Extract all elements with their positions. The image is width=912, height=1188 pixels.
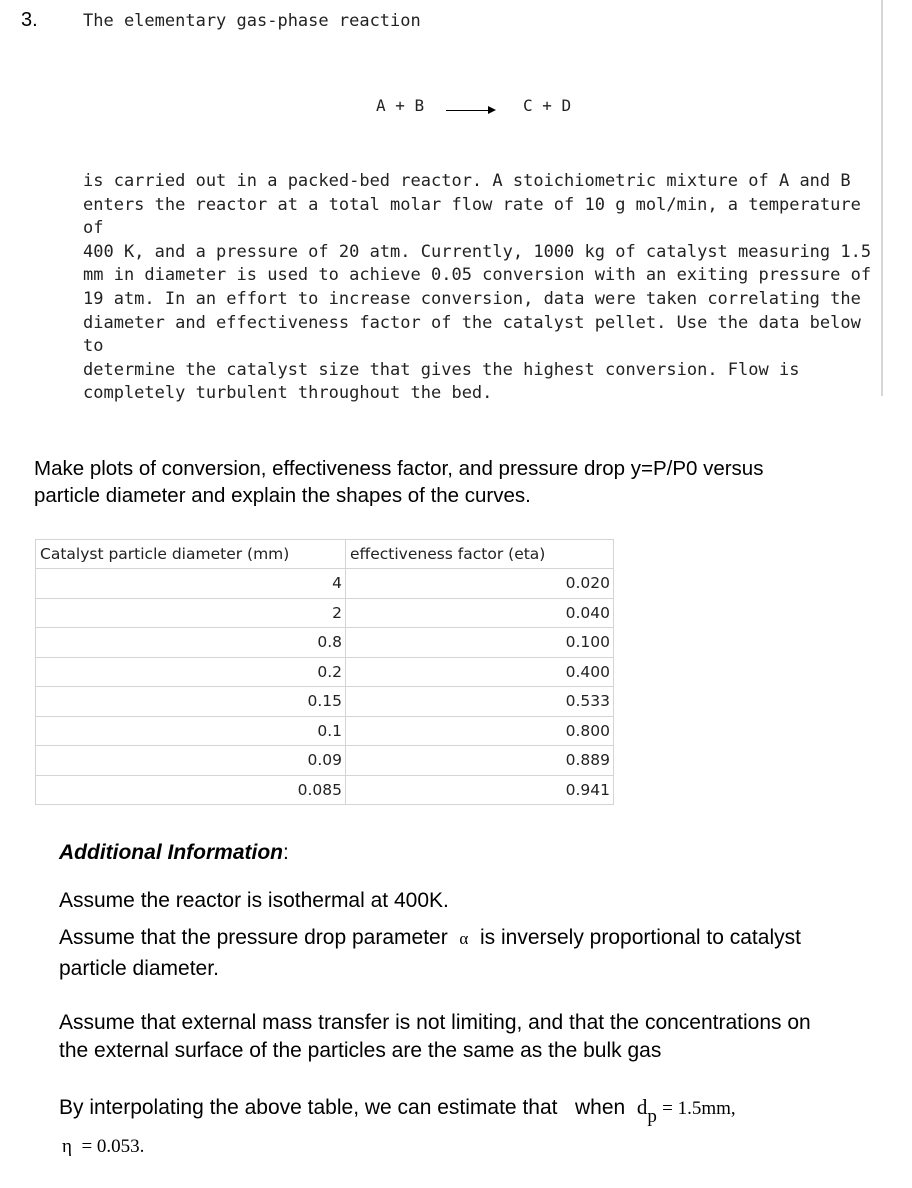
eta-cell: 0.800 <box>346 716 614 746</box>
eta-cell: 0.400 <box>346 657 614 687</box>
diameter-cell: 0.09 <box>36 746 346 776</box>
diameter-cell: 4 <box>36 569 346 599</box>
mass-transfer-note <box>59 1009 909 1065</box>
eta-cell: 0.533 <box>346 687 614 717</box>
page-edge-line <box>881 0 883 396</box>
table-row <box>36 716 614 746</box>
heading-colon: : <box>282 841 289 864</box>
interpolation-when: when <box>575 1096 626 1119</box>
column-header-eta: effectiveness factor (eta) <box>346 540 614 569</box>
paragraph-line: enters the reactor at a total molar flow rate of 10 g mol/min, a temperature of <box>83 194 861 239</box>
dp-subscript: p <box>647 1106 657 1128</box>
table-row <box>36 569 614 599</box>
reactants: A + B <box>376 96 425 115</box>
eta-cell: 0.941 <box>346 775 614 805</box>
eta-cell: 0.040 <box>346 598 614 628</box>
dp-letter: d <box>636 1095 648 1119</box>
dp-value: = 1.5mm, <box>662 1098 736 1119</box>
table-row <box>36 775 614 805</box>
table-row <box>36 746 614 776</box>
mass-transfer-line: Assume that external mass transfer is not limiting, and that the concentrations on <box>59 1011 811 1034</box>
problem-number: 3. <box>21 9 38 31</box>
table-row <box>36 657 614 687</box>
task-line: particle diameter and explain the shapes of the curves. <box>34 484 531 507</box>
table-header-row <box>36 540 614 569</box>
diameter-cell: 0.1 <box>36 716 346 746</box>
alpha-text-after: is inversely proportional to catalyst <box>479 926 801 949</box>
table-row <box>36 598 614 628</box>
isothermal-note: Assume the reactor is isothermal at 400K. <box>59 889 449 912</box>
table-row <box>36 628 614 658</box>
eta-cell: 0.100 <box>346 628 614 658</box>
interpolation-text: By interpolating the above table, we can estimate that <box>59 1096 558 1119</box>
paragraph-line: diameter and effectiveness factor of the catalyst pellet. Use the data below to <box>83 312 861 357</box>
reaction-arrow <box>446 110 490 111</box>
interpolation-note <box>59 1092 909 1129</box>
additional-info-heading <box>59 841 289 865</box>
diameter-cell: 0.2 <box>36 657 346 687</box>
eta-cell: 0.889 <box>346 746 614 776</box>
diameter-cell: 0.15 <box>36 687 346 717</box>
reaction-arrow-head <box>488 106 496 114</box>
diameter-cell: 0.085 <box>36 775 346 805</box>
eta-result <box>62 1136 144 1158</box>
alpha-note <box>59 923 909 984</box>
diameter-cell: 0.8 <box>36 628 346 658</box>
products: C + D <box>523 96 572 115</box>
paragraph-line: 400 K, and a pressure of 20 atm. Currently, 1000 kg of catalyst measuring 1.5 <box>83 241 872 262</box>
diameter-cell: 2 <box>36 598 346 628</box>
additional-info-title: Additional Information <box>59 841 283 864</box>
alpha-text-before: Assume that the pressure drop parameter <box>59 926 448 949</box>
mass-transfer-line: the external surface of the particles are the same as the bulk gas <box>59 1039 662 1062</box>
problem-paragraph <box>83 170 873 406</box>
paragraph-line: is carried out in a packed-bed reactor. A stoichiometric mixture of A and B <box>83 171 851 191</box>
dp-symbol <box>636 1095 736 1128</box>
catalyst-data-table <box>35 539 614 805</box>
eta-symbol: η <box>62 1136 72 1157</box>
alpha-note-line <box>59 923 909 954</box>
task-instructions <box>34 455 894 509</box>
paragraph-line: 19 atm. In an effort to increase conversion, data were taken correlating the <box>83 288 861 309</box>
eta-cell: 0.020 <box>346 569 614 599</box>
alpha-symbol: α <box>459 929 469 948</box>
alpha-note-line: particle diameter. <box>59 957 219 980</box>
task-line: Make plots of conversion, effectiveness factor, and pressure drop y=P/P0 versus <box>34 457 764 480</box>
paragraph-line: determine the catalyst size that gives the highest conversion. Flow is <box>83 359 800 380</box>
eta-value: = 0.053. <box>81 1136 145 1157</box>
paragraph-line: mm in diameter is used to achieve 0.05 conversion with an exiting pressure of <box>83 265 872 286</box>
table-row <box>36 687 614 717</box>
column-header-diameter: Catalyst particle diameter (mm) <box>36 540 346 569</box>
paragraph-line: completely turbulent throughout the bed. <box>83 383 493 404</box>
problem-intro: The elementary gas-phase reaction <box>83 11 421 31</box>
